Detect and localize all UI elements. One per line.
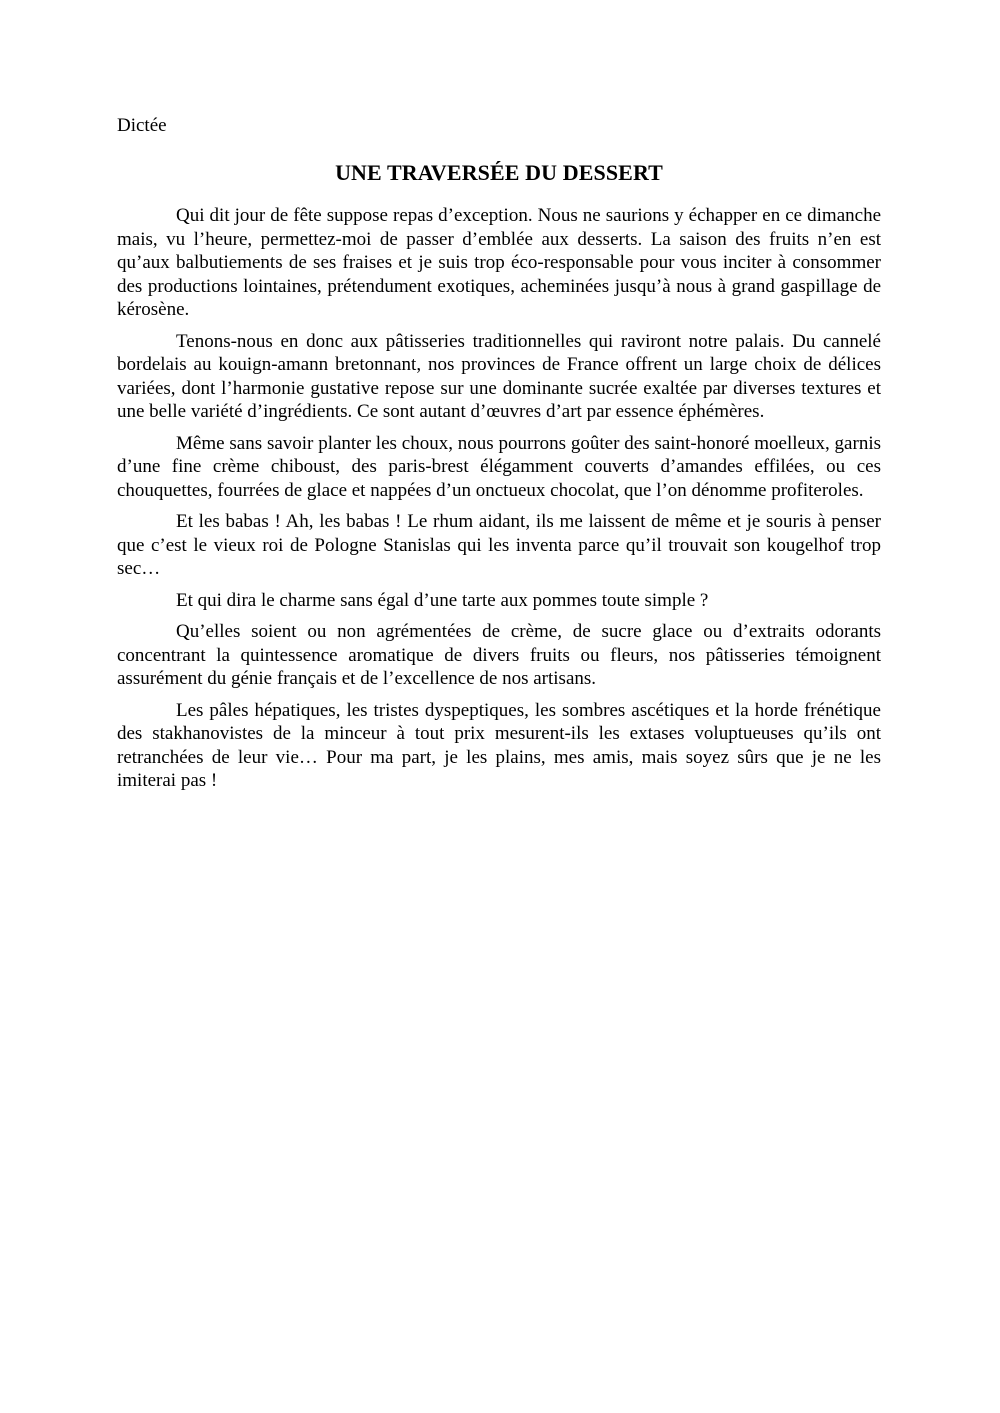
paragraph: Et qui dira le charme sans égal d’une tarte aux pommes toute simple ? [176,589,709,611]
paragraph: Qu’elles soient ou non agrémentées de crème, de sucre glace ou d’extraits odorants concentrant la quintessence aromatique de divers fruits ou fleurs, nos pâtisseries témoignent assurément du génie français et de l’excellence de nos artisans. [117,621,881,689]
paragraph: Même sans savoir planter les choux, nous pourrons goûter des saint-honoré moelleux, garnis d’une fine crème chiboust, des paris-brest élégamment couverts d’amandes effilées, ou ces chouquettes, fourrées de glace et nappées d’un onctueux chocolat, que l’on dénomme profiteroles. [117,432,881,501]
paragraph: Qui dit jour de fête suppose repas d’exception. Nous ne saurions y échapper en ce dimanche mais, vu l’heure, permettez-moi de passer d’emblée aux desserts. La saison des fruits n’en est qu’aux balbutiements de ses fraises et je suis trop éco-responsable pour vous inciter à consommer des productions lointaines, prétendument exotiques, acheminées jusqu’à nous à grand gaspillage de kérosène. [117,205,881,320]
document-page [117,114,881,801]
paragraph: Les pâles hépatiques, les tristes dyspeptiques, les sombres ascétiques et la horde frénétique des stakhanovistes de la minceur à tout prix mesurent-ils les extases voluptueuses qu’ils ont retranchées de leur vie… Pour ma part, je les plains, mes amis, mais soyez sûrs que je ne les imiterai pas ! [117,699,881,791]
document-title: UNE TRAVERSÉE DU DESSERT [335,160,663,185]
paragraph: Tenons-nous en donc aux pâtisseries traditionnelles qui raviront notre palais. Du cannelé bordelais au kouign-amann bretonnant, nos provinces de France offrent un large choix de délices variées, dont l’harmonie gustative repose sur une dominante sucrée exaltée par diverses textures et une belle variété d’ingrédients. Ce sont autant d’œuvres d’art par essence éphémères. [117,330,881,422]
document-label: Dictée [117,115,167,136]
paragraph: Et les babas ! Ah, les babas ! Le rhum aidant, ils me laissent de même et je souris à penser que c’est le vieux roi de Pologne Stanislas qui les inventa parce qu’il trouvait son kougelhof trop sec… [117,511,881,579]
